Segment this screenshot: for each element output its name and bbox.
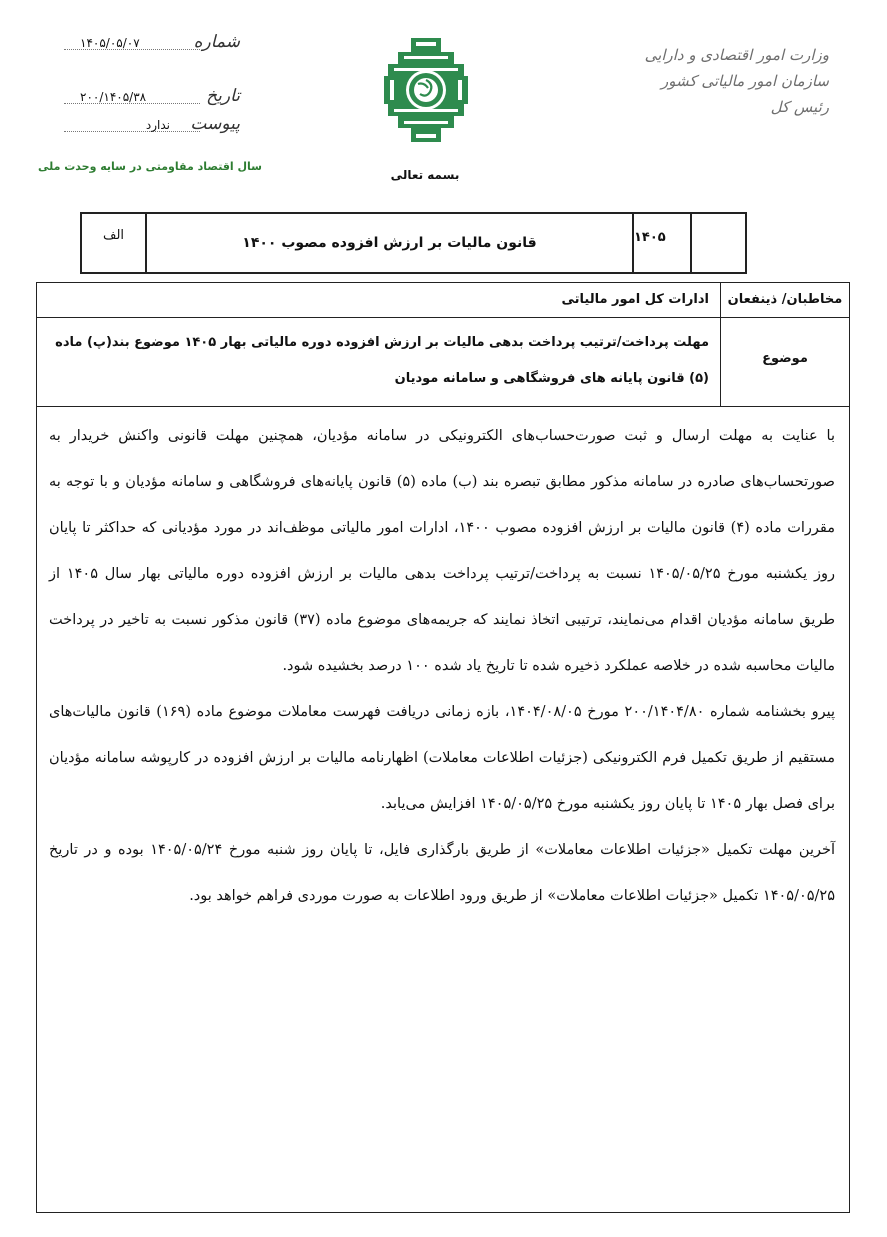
- body-paragraph: پیرو بخشنامه شماره ۲۰۰/۱۴۰۴/۸۰ مورخ ۱۴۰۴/۰۸/۰۵، بازه زمانی دریافت فهرست معاملات موضوع ماده (۱۶۹) قانون مالیات‌های مستقیم از طریق تکمیل فرم الکترونیکی (جزئیات اطلاعات معاملات) اظهارنامه مالیات بر ارزش افزوده در کارپوشه سامانه مؤدیان برای فصل بهار ۱۴۰۵ تا پایان روز یکشنبه مورخ ۱۴۰۵/۰۵/۲۵ افزایش می‌یابد.: [49, 704, 835, 812]
- law-blank-cell: [690, 214, 745, 272]
- info-table: [36, 282, 850, 407]
- organization-line: سازمان امور مالیاتی کشور: [661, 72, 829, 90]
- info-divider: [37, 317, 849, 318]
- law-year: ۱۴۰۵: [632, 214, 690, 272]
- info-column-divider: [720, 283, 721, 406]
- number-row: [60, 30, 240, 58]
- basmala: بسمه تعالی: [390, 168, 460, 182]
- recipients-label: مخاطبان/ ذینفعان: [727, 292, 843, 307]
- letter-meta: [60, 30, 240, 140]
- ministry-header: [644, 42, 829, 120]
- number-label: شماره: [193, 32, 240, 52]
- body-box: [36, 407, 850, 1213]
- body-paragraph: آخرین مهلت تکمیل «جزئیات اطلاعات معاملات» از طریق بارگذاری فایل، تا پایان روز شنبه مورخ ۱۴۰۵/۰۵/۲۴ بوده و در تاریخ ۱۴۰۵/۰۵/۲۵ تکمیل «جزئیات اطلاعات معاملات» از طریق ورود اطلاعات به صورت موردی فراهم خواهد بود.: [49, 842, 835, 904]
- year-slogan: سال اقتصاد مقاومتی در سایه وحدت ملی: [37, 160, 262, 173]
- attachment-line: [64, 131, 200, 132]
- date-row: [60, 84, 240, 112]
- date-label: تاریخ: [206, 86, 240, 106]
- body-text: [49, 413, 835, 919]
- law-title: قانون مالیات بر ارزش افزوده مصوب ۱۴۰۰: [145, 214, 632, 272]
- attachment-label: پیوست: [190, 114, 240, 134]
- law-code: الف: [102, 228, 125, 243]
- subject-label: موضوع: [762, 351, 808, 366]
- body-paragraph: با عنایت به مهلت ارسال و ثبت صورت‌حساب‌های الکترونیکی در سامانه مؤدیان، همچنین مهلت قانونی واکنش خریدار به صورتحساب‌های صادره در سامانه مذکور مطابق تبصره بند (ب) ماده (۵) قانون پایانه‌های فروشگاهی و سامانه مؤدیان و با توجه به مقررات ماده (۴) قانون مالیات بر ارزش افزوده مصوب ۱۴۰۰، ادارات امور مالیاتی موظف‌اند در مورد مؤدیانی که حداکثر تا پایان روز یکشنبه مورخ ۱۴۰۵/۰۵/۲۵ نسبت به پرداخت/ترتیب پرداخت بدهی مالیات بر ارزش افزوده دوره مالیاتی بهار سال ۱۴۰۵ از طریق سامانه مؤدیان اقدام می‌نمایند، ترتیبی اتخاذ نمایند که جریمه‌های موضوع ماده (۳۷) قانون مذکور نسبت به تاخیر در پرداخت مالیات محاسبه شده در خلاصه عملکرد ذخیره شده تا تاریخ یاد شده ۱۰۰ درصد بخشیده شود.: [49, 428, 836, 674]
- subject-value: مهلت پرداخت/ترتیب پرداخت بدهی مالیات بر ارزش افزوده دوره مالیاتی بهار ۱۴۰۵ موضوع بند(پ) ماده (۵) قانون پایانه های فروشگاهی و سامانه مودیان: [55, 335, 709, 386]
- recipients-value: ادارات کل امور مالیاتی: [561, 292, 709, 307]
- head-line: رئیس کل: [770, 98, 829, 116]
- attachment-row: [60, 112, 240, 140]
- law-reference-box: [80, 212, 747, 274]
- ministry-line: وزارت امور اقتصادی و دارایی: [644, 46, 829, 64]
- tax-organization-emblem-icon: [384, 38, 468, 142]
- number-value: ۱۴۰۵/۰۵/۰۷: [80, 36, 140, 50]
- attachment-value: ندارد: [145, 118, 170, 132]
- date-value: ۲۰۰/۱۴۰۵/۳۸: [80, 90, 147, 104]
